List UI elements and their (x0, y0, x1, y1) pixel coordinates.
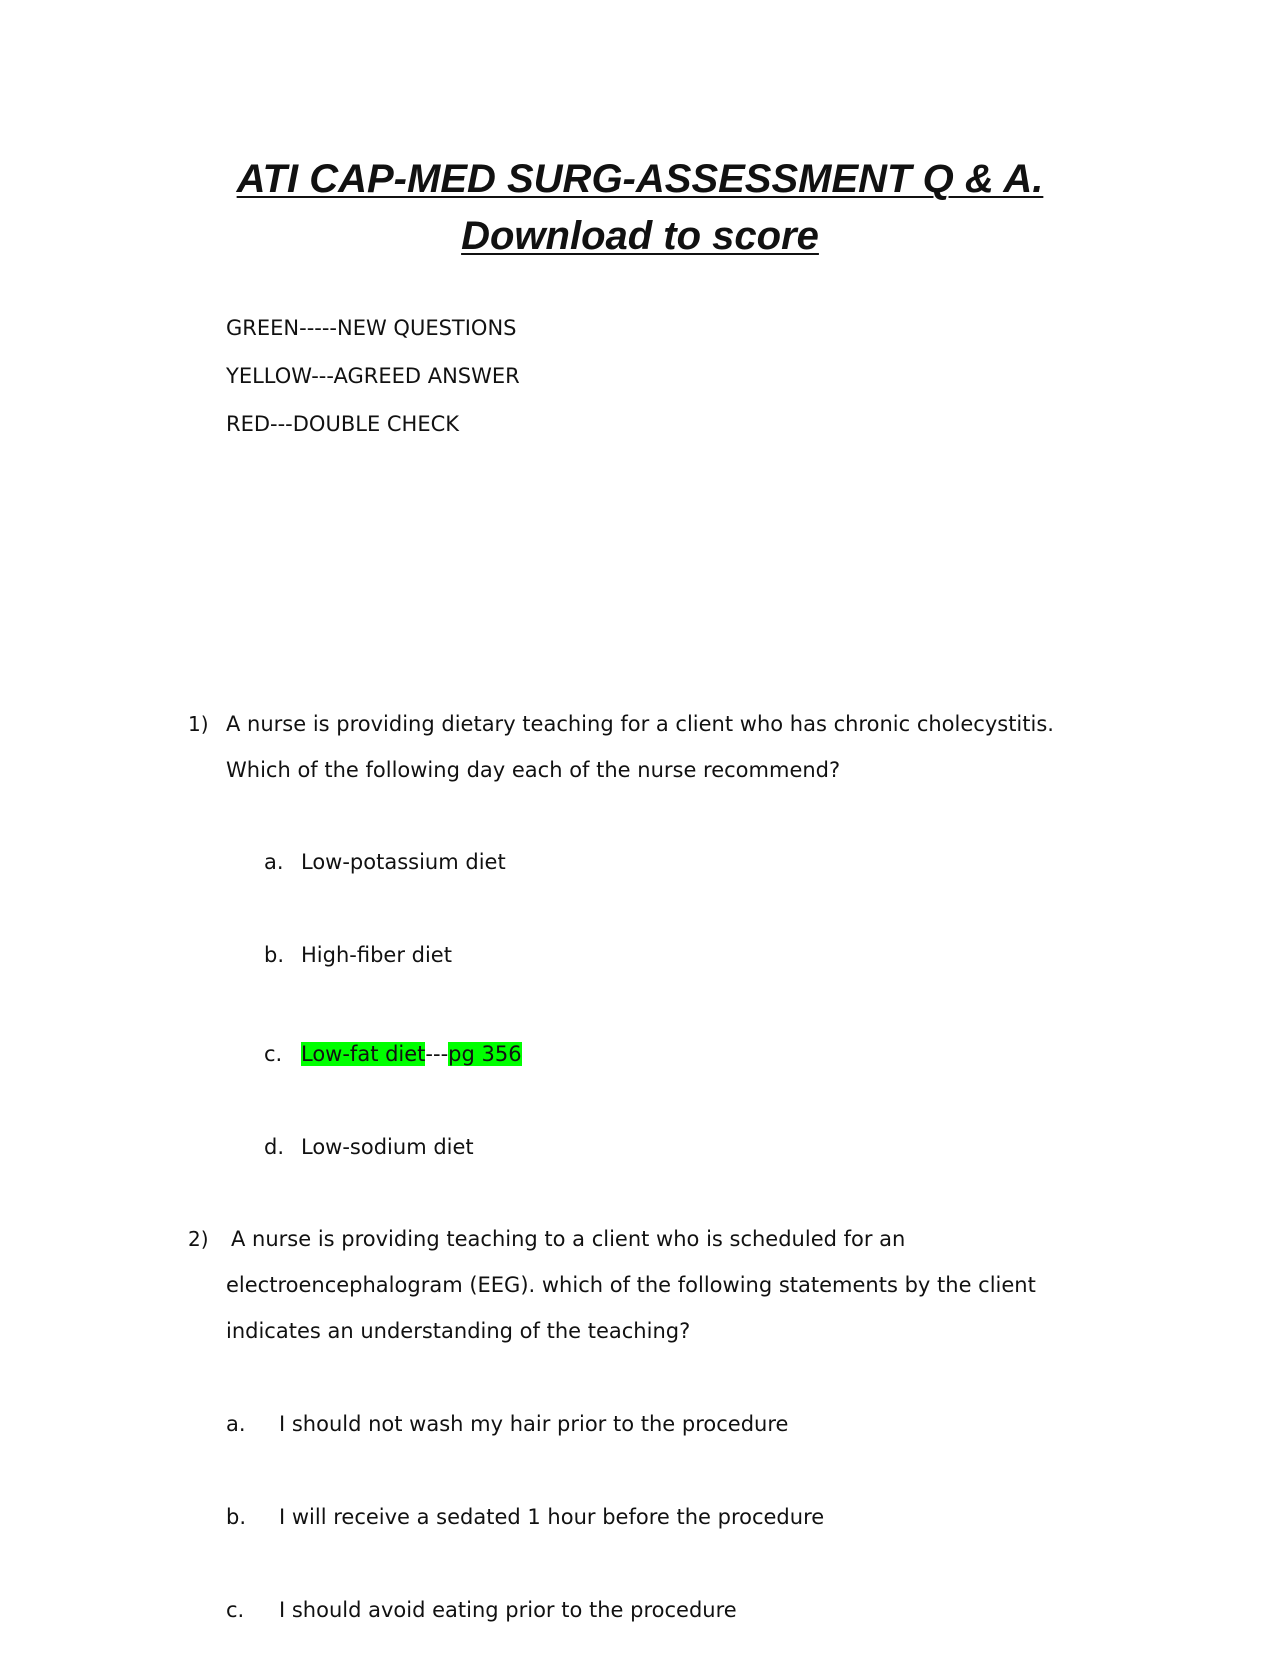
question-1-text-line2: Which of the following day each of the nurse recommend? (226, 758, 841, 782)
question-2-text-line1: A nurse is providing teaching to a client who is scheduled for an (231, 1227, 906, 1251)
question-1-option-c-text (301, 1040, 522, 1068)
question-1-option-d-text: Low-sodium diet (301, 1135, 474, 1159)
question-2-option-a-text: I should not wash my hair prior to the procedure (279, 1412, 789, 1436)
question-2-number: 2) (188, 1227, 209, 1251)
legend-red: RED---DOUBLE CHECK (226, 412, 460, 436)
question-2-text-line3: indicates an understanding of the teaching? (226, 1319, 691, 1343)
answer-highlight: Low-fat diet (301, 1042, 426, 1066)
question-2-option-c-text: I should avoid eating prior to the procedure (279, 1598, 737, 1622)
question-2-option-c-letter: c. (226, 1598, 245, 1622)
question-2-option-a-letter: a. (226, 1412, 246, 1436)
question-1-option-a-text: Low-potassium diet (301, 850, 506, 874)
answer-separator: --- (425, 1042, 449, 1066)
question-2-option-b-letter: b. (226, 1505, 247, 1529)
document-title-line2: Download to score (461, 214, 819, 258)
question-1-text-line1: A nurse is providing dietary teaching for a client who has chronic cholecystitis. (226, 712, 1054, 736)
question-1-option-a-letter: a. (264, 850, 284, 874)
question-1-option-d-letter: d. (264, 1135, 285, 1159)
question-2-text-line2: electroencephalogram (EEG). which of the following statements by the client (226, 1273, 1036, 1297)
question-1-option-b-letter: b. (264, 943, 285, 967)
legend-green: GREEN-----NEW QUESTIONS (226, 316, 517, 340)
question-1-option-c-letter: c. (264, 1042, 283, 1066)
answer-page-reference: pg 356 (448, 1042, 522, 1066)
question-1-option-b-text: High-fiber diet (301, 943, 452, 967)
document-title-line1: ATI CAP-MED SURG-ASSESSMENT Q & A. (236, 157, 1044, 201)
legend-yellow: YELLOW---AGREED ANSWER (226, 364, 520, 388)
question-1-number: 1) (188, 712, 209, 736)
question-2-option-b-text: I will receive a sedated 1 hour before the procedure (279, 1505, 825, 1529)
